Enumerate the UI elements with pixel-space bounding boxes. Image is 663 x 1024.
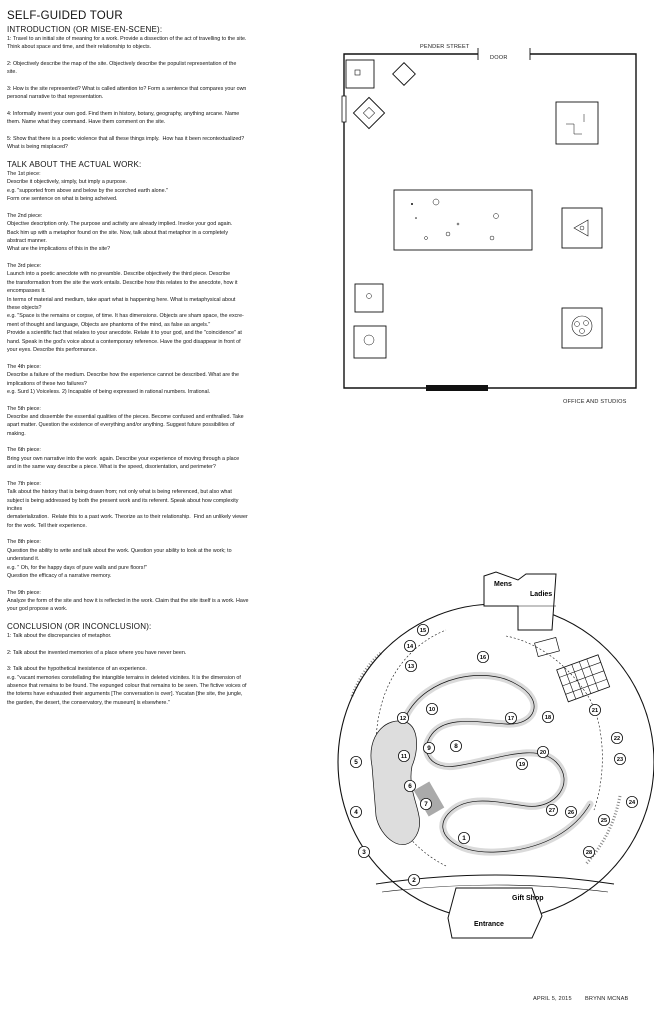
- station-number-2: 2: [412, 877, 416, 885]
- piece-text: Describe a failure of the medium. Describe how the experience cannot be described. What are the implications of these two failures? e.g. Surd 1) Voiceless. 2) Incapable of being expressed in rational numbers. Irrational.: [7, 372, 239, 395]
- station-number-27: 27: [548, 808, 556, 815]
- garden-tour-map: [336, 566, 654, 946]
- piece-label: The 3rd piece:: [7, 263, 42, 270]
- station-number-7: 7: [424, 801, 428, 809]
- station-number-4: 4: [354, 809, 358, 817]
- piece-text: Launch into a poetic anecdote with no preamble. Describe objectively the third piece. Describe the transformation from the site the work entails. Describe how this relates to the anecdote, how it encompasses it. In terms of material and medium, take apart what is happening here. What is metaphysical about these objects? e.g. "Space is the remains or corpse, of time. It has dimensions. Objects are sham space, the excre- ment of thought and language, Objects are phantoms of the mind, as false as angels." Provide a scientific fact that relates to your anecdote. Relate it to your god, and the "coincidence" at hand. Speak in the god's voice about a contemporary reference. Have the god disappear in front of your eyes. Describe this performance.: [7, 271, 244, 354]
- date-label: APRIL 5, 2015: [533, 996, 572, 1002]
- piece-label: The 1st piece:: [7, 171, 41, 177]
- piece-label: The 6th piece:: [7, 447, 41, 454]
- intro-item: 3: How is the site represented? What is called attention to? Form a sentence that compares your own personal narrative to that representation.: [7, 86, 247, 101]
- station-number-5: 5: [354, 759, 358, 767]
- station-number-12: 12: [399, 716, 407, 723]
- piece-text: Describe and dissemble the essential qualities of the pieces. Become confused and enthralled. Take apart matter. Question the existence of everything and/or anything. Suggest future possibilites of making.: [7, 413, 244, 437]
- intro-item: 1: Travel to an initial site of meaning for a work. Provide a dissection of the act of travelling to the site. Think about space and time, and their relationship to objects.: [7, 36, 247, 51]
- conclusion-item: 1: Talk about the discrepancies of metaphor.: [7, 632, 112, 639]
- introduction-heading: INTRODUCTION (OR MISE-EN-SCENE):: [7, 25, 163, 34]
- gallery-floor-plan: [338, 46, 643, 402]
- ladies-label: Ladies: [530, 591, 553, 598]
- piece-text: Bring your own narrative into the work again. Describe your experience of moving through a place and in the same way describe a piece. What is the speed, disorientation, and perimeter?: [7, 455, 240, 471]
- station-number-10: 10: [428, 707, 436, 714]
- piece-text: Question the ability to write and talk about the work. Question your ability to look at the work; to understand it. e.g. " Oh, for the happy days of pure walls and pure floors!" Question the efficacy of a narrative memory.: [7, 547, 232, 579]
- station-number-25: 25: [600, 818, 608, 825]
- mens-label: Mens: [494, 581, 512, 588]
- piece-label: The 5th piece:: [7, 405, 41, 412]
- piece-label: The 7th piece:: [7, 480, 41, 487]
- piece-text: Analyze the form of the site and how it is reflected in the work. Claim that the site itself is a work. Have your god propose a work.: [7, 597, 249, 613]
- intro-item: 4: Informally invent your own god. Find them in history, botany, geography, anything arcane. Name them. Name what they command. Have them comment on the site.: [7, 111, 240, 126]
- gift-shop-label: Gift Shop: [512, 895, 544, 902]
- piece-label: The 2nd piece:: [7, 212, 43, 219]
- intro-item: 5: Show that there is a poetic violence that all these things imply. How has it been recontextualized? What is being misplaced?: [7, 136, 245, 151]
- station-number-19: 19: [518, 762, 526, 769]
- station-number-26: 26: [567, 810, 575, 817]
- actual-work-heading: TALK ABOUT THE ACTUAL WORK:: [7, 160, 142, 169]
- station-number-24: 24: [628, 800, 636, 807]
- station-number-13: 13: [407, 664, 415, 671]
- station-number-16: 16: [479, 655, 487, 662]
- station-number-20: 20: [539, 750, 547, 757]
- door-label: DOOR: [490, 55, 508, 61]
- conclusion-item: 3: Talk about the hypothetical inexistence of an experience. e.g. "vacant memories constellating the intangible terrains in deleted vicinites. It is the dimension of absence that remains to be found. The expunged colour that remains to be seen. The fictive voices of the totems have exhausted their arguments [The conversation is over]. Yucatan [the site, the jungle, the garden, the desert, the conservatory, the museum] is elsewhere.": [7, 666, 247, 706]
- station-number-6: 6: [408, 783, 412, 791]
- conclusion-item: 2: Talk about the invented memories of a place where you have never been.: [7, 649, 187, 656]
- office-studios-label: OFFICE AND STUDIOS: [563, 399, 627, 405]
- street-label: PENDER STREET: [420, 44, 470, 50]
- station-number-1: 1: [462, 835, 466, 843]
- station-number-9: 9: [427, 745, 431, 753]
- piece-text: Talk about the history that is being drawn from; not only what is being referenced, but also what subject is being addressed by both the present work and its referent. Speak about how complexity incites dematerialization. Relate this to a past work. Theorize as to their relationship. Find an unlikely viewer for the work. Tell their experience.: [7, 489, 248, 529]
- conclusion-heading: CONCLUSION (OR INCONCLUSION):: [7, 621, 152, 631]
- station-number-21: 21: [591, 708, 599, 715]
- piece-label: The 4th piece:: [7, 363, 41, 370]
- piece-text: Describe it objectively, simply, but imply a purpose. e.g. "supported from above and below by the scorched earth alone." Form one sentence on what is being acheived.: [7, 179, 168, 203]
- station-number-3: 3: [362, 849, 366, 857]
- station-number-15: 15: [419, 628, 427, 635]
- author-label: BRYNN MCNAB: [585, 996, 629, 1002]
- document-title: SELF-GUIDED TOUR: [7, 10, 123, 22]
- station-number-11: 11: [401, 754, 407, 761]
- station-number-28: 28: [585, 850, 593, 857]
- piece-text: Objective description only. The purpose and activity are already implied. Invoke your god again. Back him up with a metaphor found on the site. Now, talk about that metaphor in a completely abstract manner. What are the implications of this in the site?: [7, 221, 233, 253]
- station-number-8: 8: [454, 743, 458, 751]
- station-number-17: 17: [507, 716, 515, 723]
- station-number-22: 22: [613, 736, 621, 743]
- piece-label: The 8th piece:: [7, 539, 41, 546]
- entrance-label: Entrance: [474, 921, 504, 928]
- intro-item: 2: Objectively describe the map of the site. Objectively describe the populist representation of the site.: [7, 61, 237, 76]
- text-column: [7, 10, 325, 707]
- station-number-23: 23: [616, 757, 624, 764]
- station-number-18: 18: [544, 715, 552, 722]
- piece-label: The 9th piece:: [7, 589, 41, 596]
- station-number-14: 14: [406, 644, 414, 651]
